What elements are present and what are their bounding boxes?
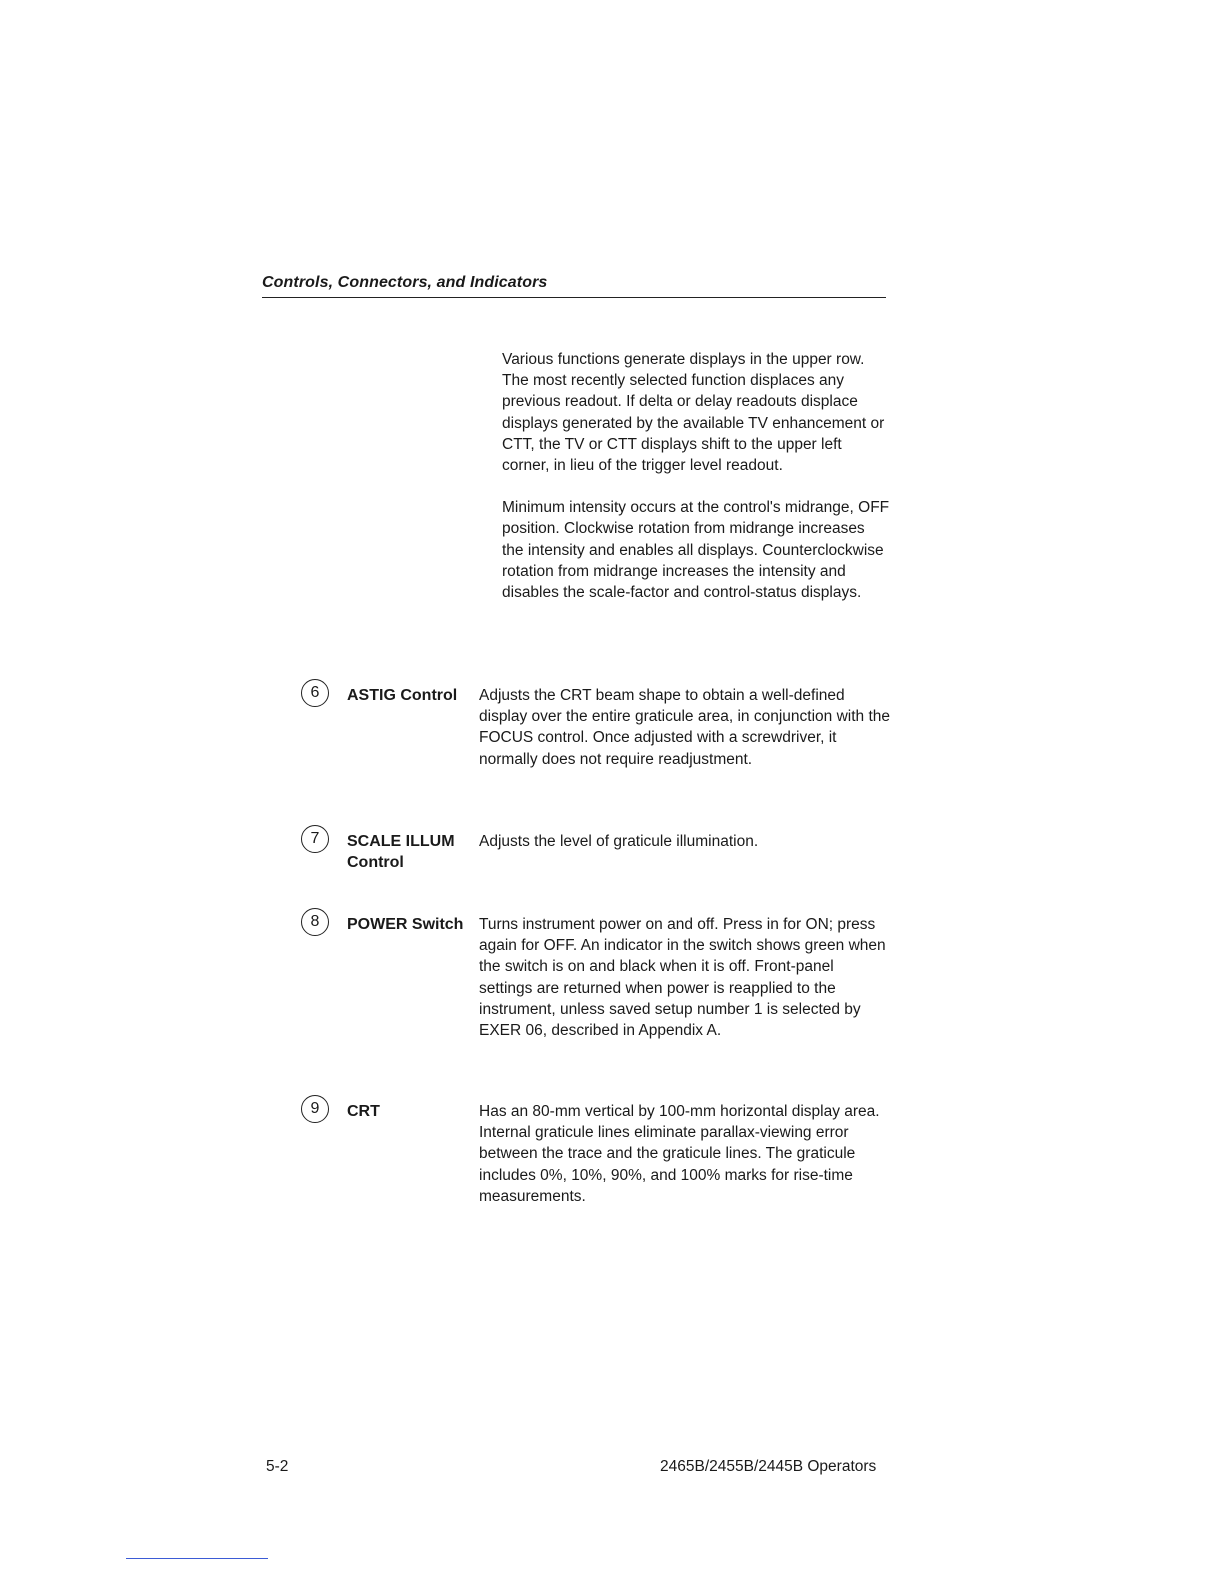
entry-description: Has an 80-mm vertical by 100-mm horizontal display area. Internal graticule lines eliminate parallax-viewing error between the trace and the graticule lines. The graticule includes 0%, 10%, 90%, and 100% marks for rise-time measurements. [479, 1103, 880, 1205]
entry-label: POWER Switch [347, 916, 464, 933]
item-number-badge: 8 [301, 908, 329, 936]
bottom-scan-mark [126, 1558, 268, 1559]
intro-paragraph-2: Minimum intensity occurs at the control's midrange, OFF position. Clockwise rotation from midrange increases the intensity and enables all displays. Counterclockwise rotation from midrange increases the intensity and disables the scale-factor and control-status displays. [502, 499, 890, 602]
intro-text-block [502, 349, 890, 624]
page-number: 5-2 [266, 1458, 289, 1475]
header-rule [262, 297, 886, 298]
entry-description: Adjusts the level of graticule illumination. [479, 833, 759, 850]
section-header: Controls, Connectors, and Indicators [262, 274, 548, 291]
item-number-badge: 6 [301, 679, 329, 707]
manual-title: 2465B/2455B/2445B Operators [660, 1458, 877, 1475]
entry-description: Adjusts the CRT beam shape to obtain a well-defined display over the entire graticule area, in conjunction with the FOCUS control. Once adjusted with a screwdriver, it normally does not require readjustment. [479, 687, 890, 768]
entry-description: Turns instrument power on and off. Press in for ON; press again for OFF. An indicator in the switch shows green when the switch is on and black when it is off. Front-panel settings are returned when power is reapplied to the instrument, unless saved setup number 1 is selected by EXER 06, described in Appendix A. [479, 916, 886, 1040]
intro-paragraph-1: Various functions generate displays in the upper row. The most recently selected function displaces any previous readout. If delta or delay readouts displace displays generated by the available TV enhancement or CTT, the TV or CTT displays shift to the upper left corner, in lieu of the trigger level readout. [502, 351, 885, 475]
entry-label: ASTIG Control [347, 687, 458, 704]
entry-label: CRT [347, 1103, 380, 1120]
entry-label: SCALE ILLUM Control [347, 833, 455, 871]
item-number-badge: 7 [301, 825, 329, 853]
item-number-badge: 9 [301, 1095, 329, 1123]
